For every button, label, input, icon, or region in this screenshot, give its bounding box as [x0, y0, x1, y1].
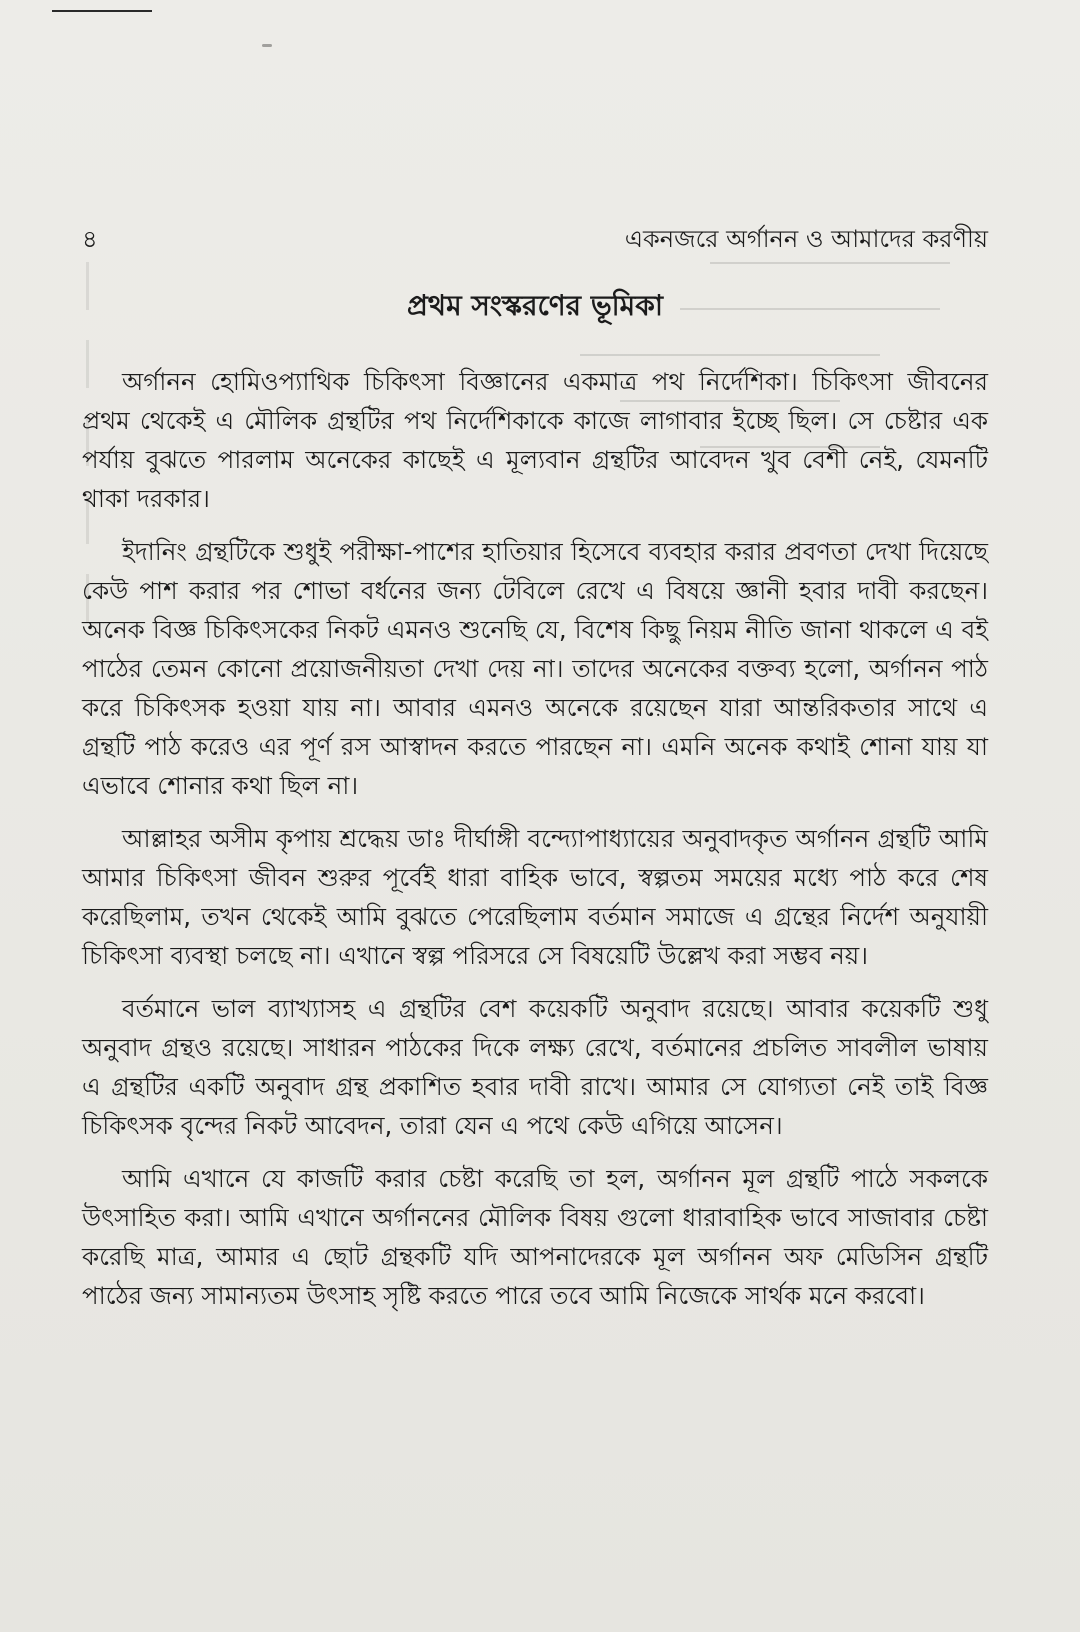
- body-text: [82, 362, 988, 1329]
- paragraph: বর্তমানে ভাল ব্যাখ্যাসহ এ গ্রন্থটির বেশ কয়েকটি অনুবাদ রয়েছে। আবার কয়েকটি শুধু অনুবাদ গ্রন্থও রয়েছে। সাধারন পাঠকের দিকে লক্ষ্য রেখে, বর্তমানের প্রচলিত সাবলীল ভাষায় এ গ্রন্থটির একটি অনুবাদ গ্রন্থ প্রকাশিত হবার দাবী রাখে। আমার সে যোগ্যতা নেই তাই বিজ্ঞ চিকিৎসক বৃন্দের নিকট আবেদন, তারা যেন এ পথে কেউ এগিয়ে আসেন।: [82, 994, 988, 1140]
- paragraph: আমি এখানে যে কাজটি করার চেষ্টা করেছি তা হল, অর্গানন মূল গ্রন্থটি পাঠে সকলকে উৎসাহিত করা। আমি এখানে অর্গাননের মৌলিক বিষয় গুলো ধারাবাহিক ভাবে সাজাবার চেষ্টা করেছি মাত্র, আমার এ ছোট গ্রন্থকটি যদি আপনাদেরকে মূল অর্গানন অফ মেডিসিন গ্রন্থটি পাঠের জন্য সামান্যতম উৎসাহ সৃষ্টি করতে পারে তবে আমি নিজেকে সার্থক মনে করবো।: [82, 1164, 988, 1310]
- paper-speck: [262, 44, 272, 47]
- page-number: ৪: [82, 225, 98, 253]
- paragraph: ইদানিং গ্রন্থটিকে শুধুই পরীক্ষা-পাশের হাতিয়ার হিসেবে ব্যবহার করার প্রবণতা দেখা দিয়েছে কেউ পাশ করার পর শোভা বর্ধনের জন্য টেবিলে রেখে এ বিষয়ে জ্ঞানী হবার দাবী করছেন। অনেক বিজ্ঞ চিকিৎসকের নিকট এমনও শুনেছি যে, বিশেষ কিছু নিয়ম নীতি জানা থাকলে এ বই পাঠের তেমন কোনো প্রয়োজনীয়তা দেখা দেয় না। তাদের অনেকের বক্তব্য হলো, অর্গানন পাঠ করে চিকিৎসক হওয়া যায় না। আবার এমনও অনেকে রয়েছেন যারা আন্তরিকতার সাথে এ গ্রন্থটি পাঠ করেও এর পূর্ণ রস আস্বাদন করতে পারছেন না। এমনি অনেক কথাই শোনা যায় যা এভাবে শোনার কথা ছিল না।: [82, 537, 988, 800]
- section-heading: প্রথম সংস্করণের ভূমিকা: [407, 289, 663, 322]
- paragraph: অর্গানন হোমিওপ্যাথিক চিকিৎসা বিজ্ঞানের একমাত্র পথ নির্দেশিকা। চিকিৎসা জীবনের প্রথম থেকেই এ মৌলিক গ্রন্থটির পথ নির্দেশিকাকে কাজে লাগাবার ইচ্ছে ছিল। সে চেষ্টার এক পর্যায় বুঝতে পারলাম অনেকের কাছেই এ মূল্যবান গ্রন্থটির আবেদন খুব বেশী নেই, যেমনটি থাকা দরকার।: [82, 367, 988, 513]
- running-head: [82, 222, 988, 256]
- running-title: একনজরে অর্গানন ও আমাদের করণীয়: [624, 225, 988, 253]
- paragraph: আল্লাহর অসীম কৃপায় শ্রদ্ধেয় ডাঃ দীর্ঘাঙ্গী বন্দ্যোপাধ্যায়ের অনুবাদকৃত অর্গানন গ্রন্থটি আমি আমার চিকিৎসা জীবন শুরুর পূর্বেই ধারা বাহিক ভাবে, স্বল্পতম সময়ের মধ্যে পাঠ করে শেষ করেছিলাম, তখন থেকেই আমি বুঝতে পেরেছিলাম বর্তমান সমাজে এ গ্রন্থের নির্দেশ অনুযায়ী চিকিৎসা ব্যবস্থা চলছে না। এখানে স্বল্প পরিসরে সে বিষয়েটি উল্লেখ করা সম্ভব নয়।: [82, 824, 988, 970]
- corner-rule: [52, 10, 152, 12]
